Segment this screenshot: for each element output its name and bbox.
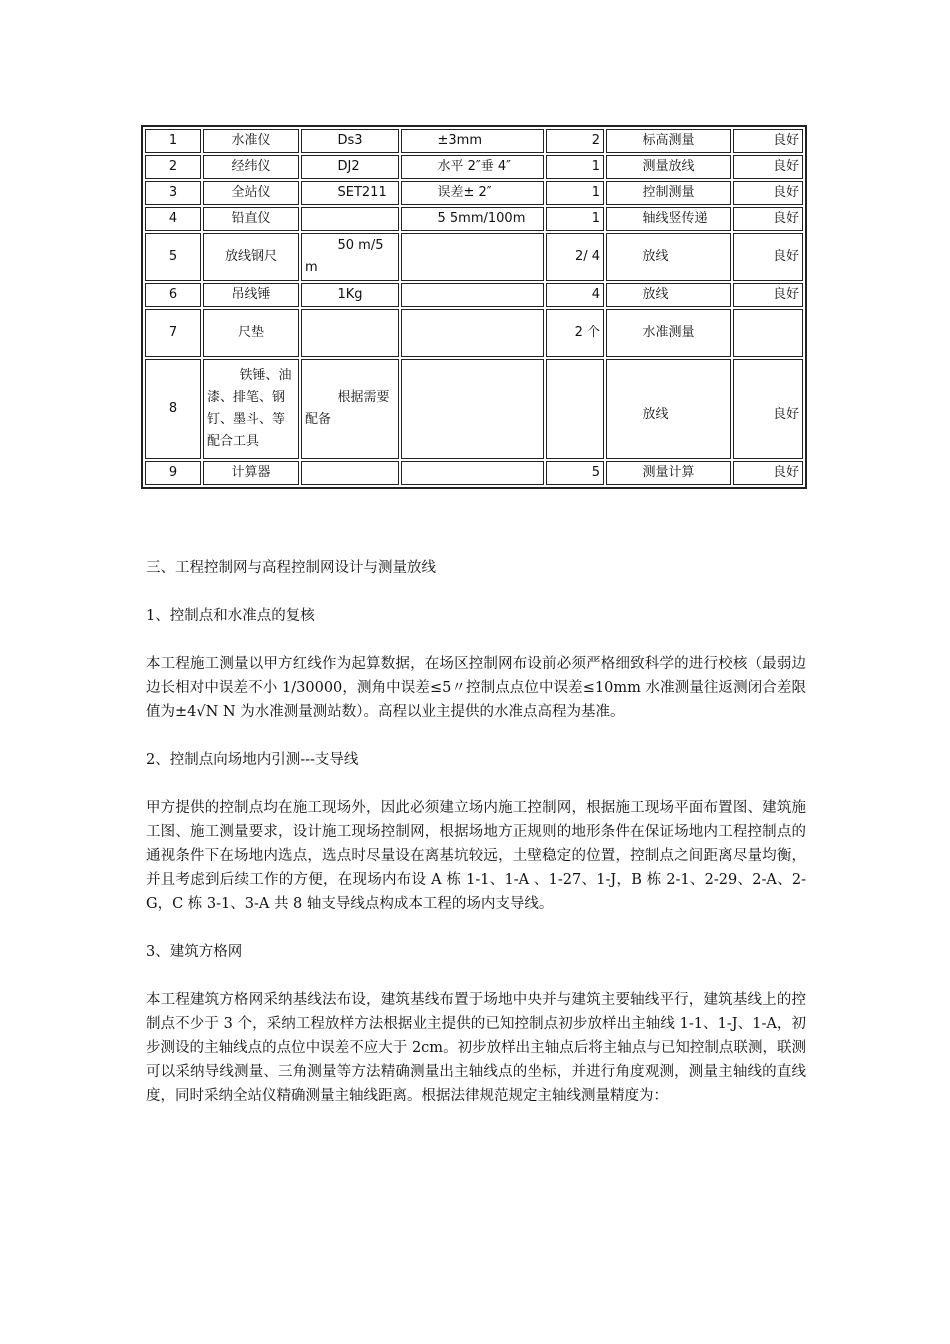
row-no: 7 [145, 309, 201, 357]
row-status: 良好 [733, 207, 803, 231]
row-model: 根据需要配备 [301, 359, 399, 459]
paragraph: 甲方提供的控制点均在施工现场外，因此必须建立场内施工控制网，根据施工现场平面布置图、建筑施工图、施工测量要求，设计施工现场控制网，根据场地方正规则的地形条件在保证场地内工程控制点的通视条件下在场地内选点，选点时尽量设在离基坑较远，土壁稳定的位置，控制点之间距离尽量均衡，并且考虑到后续工作的方便，在现场内布设 A 栋 1-1、1-A 、1-27、1-J，B 栋 2-1、2-29、2-A、2-G，C 栋 3-1、3-A 共 8 轴支导线点构成本工程的场内支导线。 [146, 800, 806, 912]
row-model: Ds3 [301, 129, 399, 153]
row-qty: 1 [546, 181, 604, 205]
row-no: 6 [145, 283, 201, 307]
row-model [301, 309, 399, 357]
row-name: 计算器 [203, 461, 299, 485]
row-status: 良好 [733, 283, 803, 307]
row-name: 铅直仪 [203, 207, 299, 231]
subsection-heading: 1、控制点和水准点的复核 [146, 608, 315, 624]
table-row [145, 207, 803, 231]
table-row [145, 181, 803, 205]
row-name: 放线钢尺 [203, 233, 299, 281]
row-use: 放线 [606, 359, 731, 459]
row-status: 良好 [733, 155, 803, 179]
row-use: 控制测量 [606, 181, 731, 205]
row-status: 良好 [733, 129, 803, 153]
row-model: SET211 [301, 181, 399, 205]
row-qty: 1 [546, 155, 604, 179]
row-name: 吊线锤 [203, 283, 299, 307]
row-precision: ±3mm [401, 129, 544, 153]
row-no: 9 [145, 461, 201, 485]
row-name: 铁锤、油漆、排笔、钢钉、墨斗、等配合工具 [203, 359, 299, 459]
row-precision: 水平 2″垂 4″ [401, 155, 544, 179]
row-precision [401, 283, 544, 307]
table-row [145, 129, 803, 153]
row-model: 1Kg [301, 283, 399, 307]
table-row [145, 461, 803, 485]
table-row [145, 309, 803, 357]
row-name: 经纬仪 [203, 155, 299, 179]
row-model: 50 m/5 m [301, 233, 399, 281]
row-model [301, 207, 399, 231]
row-model: DJ2 [301, 155, 399, 179]
row-name: 尺垫 [203, 309, 299, 357]
row-use: 轴线竖传递 [606, 207, 731, 231]
row-precision [401, 461, 544, 485]
row-no: 4 [145, 207, 201, 231]
row-no: 3 [145, 181, 201, 205]
row-use: 测量计算 [606, 461, 731, 485]
table-row [145, 283, 803, 307]
subsection-heading: 2、控制点向场地内引测---支导线 [146, 752, 359, 768]
row-precision: 误差± 2″ [401, 181, 544, 205]
row-status [733, 309, 803, 357]
document-body [146, 556, 806, 1132]
row-qty: 5 [546, 461, 604, 485]
row-no: 2 [145, 155, 201, 179]
row-use: 放线 [606, 233, 731, 281]
table-row [145, 359, 803, 459]
row-precision: 5 5mm/100m [401, 207, 544, 231]
row-status: 良好 [733, 233, 803, 281]
row-qty: 4 [546, 283, 604, 307]
row-name: 全站仪 [203, 181, 299, 205]
row-model [301, 461, 399, 485]
row-status: 良好 [733, 181, 803, 205]
row-use: 放线 [606, 283, 731, 307]
subsection-heading: 3、建筑方格网 [146, 944, 243, 960]
row-status: 良好 [733, 359, 803, 459]
row-no: 8 [145, 359, 201, 459]
row-qty: 1 [546, 207, 604, 231]
row-qty: 2/ 4 [546, 233, 604, 281]
row-no: 5 [145, 233, 201, 281]
row-use: 测量放线 [606, 155, 731, 179]
row-precision [401, 359, 544, 459]
paragraph: 本工程施工测量以甲方红线作为起算数据，在场区控制网布设前必须严格细致科学的进行校核（最弱边边长相对中误差不小 1/30000，测角中误差≤5〃控制点点位中误差≤10mm 水准测量往返测闭合差限值为±4√N N 为水准测量测站数）。高程以业主提供的水准点高程为基准。 [146, 656, 806, 720]
row-qty [546, 359, 604, 459]
row-status: 良好 [733, 461, 803, 485]
row-qty: 2 个 [546, 309, 604, 357]
table-row [145, 233, 803, 281]
table-row [145, 155, 803, 179]
paragraph: 本工程建筑方格网采纳基线法布设，建筑基线布置于场地中央并与建筑主要轴线平行，建筑基线上的控制点不少于 3 个，采纳工程放样方法根据业主提供的已知控制点初步放样出主轴线 1-1、1-J、1-A，初步测设的主轴线点的点位中误差不应大于 2cm。初步放样出主轴点后将主轴点与已知控制点联测，联测可以采纳导线测量、三角测量等方法精确测量出主轴线点的坐标，并进行角度观测，测量主轴线的直线度，同时采纳全站仪精确测量主轴线距离。根据法律规范规定主轴线测量精度为： [146, 992, 806, 1104]
row-precision [401, 233, 544, 281]
row-precision [401, 309, 544, 357]
equipment-table [141, 125, 807, 489]
section-heading: 三、工程控制网与高程控制网设计与测量放线 [146, 560, 436, 576]
row-use: 标高测量 [606, 129, 731, 153]
row-qty: 2 [546, 129, 604, 153]
row-no: 1 [145, 129, 201, 153]
row-name: 水准仪 [203, 129, 299, 153]
equipment-table-grid [143, 127, 805, 487]
row-use: 水准测量 [606, 309, 731, 357]
